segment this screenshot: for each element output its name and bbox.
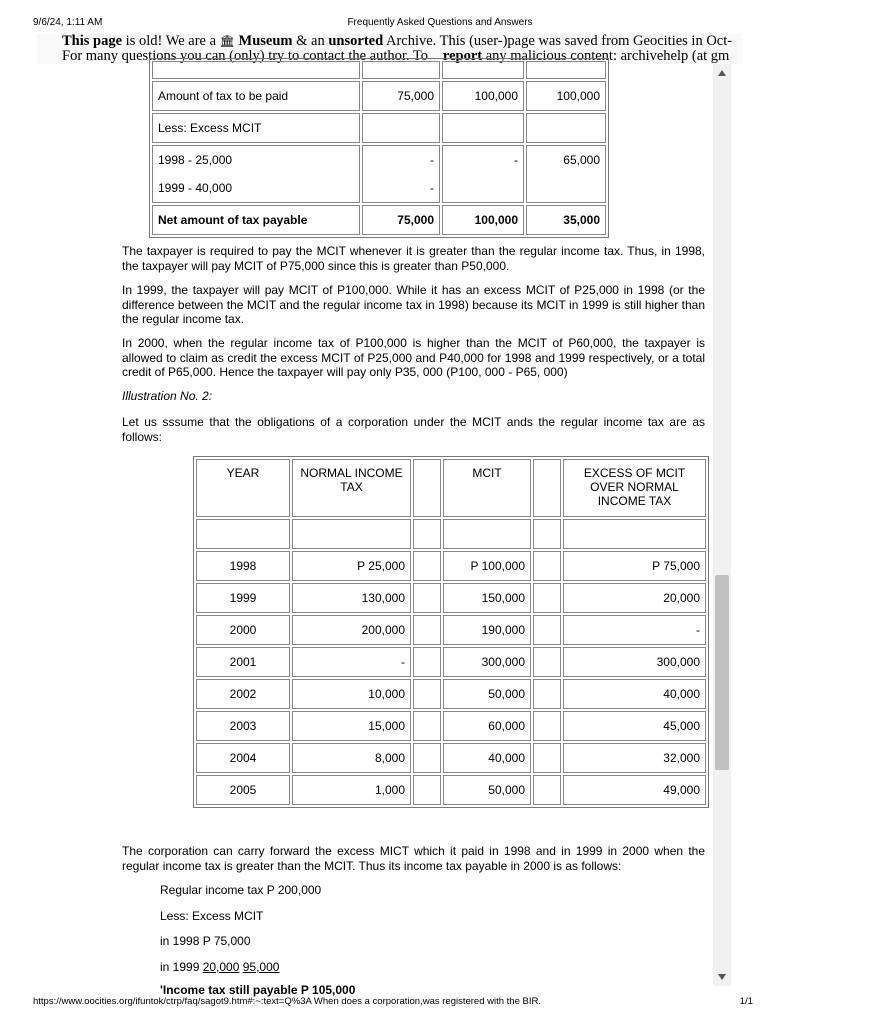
cell-mcit: 60,000 <box>443 711 531 741</box>
computation-value: 20,000 <box>202 960 240 974</box>
cell-normal: 130,000 <box>292 583 411 613</box>
computation-text: in 1999 <box>160 960 203 974</box>
cell-year: 2005 <box>196 775 290 805</box>
header-mcit: MCIT <box>443 459 531 517</box>
footer-url: https://www.oocities.org/ifuntok/ctrp/faq/sagot9.htm#:~:text=Q%3A When does a corporation,was registered with the BIR. <box>33 996 541 1007</box>
table-row <box>196 519 706 549</box>
paragraph: The taxpayer is required to pay the MCIT whenever it is greater than the regular income tax. Thus, in 1998, the taxpayer will pay MCIT of P75,000 since this is greater than P50,000. <box>122 244 705 273</box>
cell: 100,000 <box>442 81 524 111</box>
cell-normal: - <box>292 647 411 677</box>
cell-excess: 40,000 <box>563 679 706 709</box>
cell-normal: 1,000 <box>292 775 411 805</box>
cell-excess: P 75,000 <box>563 551 706 581</box>
scrollbar-thumb[interactable] <box>715 575 729 770</box>
banner-text: For many questions you can (only) try to contact the author. To <box>62 48 443 64</box>
cell-excess: 300,000 <box>563 647 706 677</box>
cell <box>442 145 524 203</box>
cell <box>526 113 606 143</box>
cell: 100,000 <box>526 81 606 111</box>
banner-text: any malicious content: archivehelp (at gm <box>482 48 730 64</box>
mcit-table <box>193 456 709 808</box>
page-content <box>37 64 713 997</box>
table-row <box>196 679 706 709</box>
cell-normal: P 25,000 <box>292 551 411 581</box>
cell-normal: 10,000 <box>292 679 411 709</box>
row-label: Net amount of tax payable <box>152 205 360 235</box>
unsorted-link[interactable]: unsorted <box>328 33 384 49</box>
cell-mcit: P 100,000 <box>443 551 531 581</box>
museum-icon: 🏛 <box>219 34 235 48</box>
vertical-scrollbar[interactable] <box>713 64 731 986</box>
illustration-heading: Illustration No. 2: <box>122 389 213 403</box>
table-header-row <box>196 459 706 517</box>
computation-line <box>160 960 279 974</box>
cell-value: - <box>430 153 434 167</box>
cell-value: - <box>430 181 434 195</box>
cell-year: 2003 <box>196 711 290 741</box>
table-row <box>196 743 706 773</box>
table-row <box>196 711 706 741</box>
cell-mcit: 50,000 <box>443 679 531 709</box>
cell-year: 1999 <box>196 583 290 613</box>
cell-value: - <box>514 153 518 167</box>
cell <box>362 113 440 143</box>
cell-excess: - <box>563 615 706 645</box>
banner-this-page: This page <box>62 33 123 49</box>
cell-year: 2002 <box>196 679 290 709</box>
banner-text: & an <box>292 33 329 49</box>
table-row <box>196 583 706 613</box>
cell: 75,000 <box>362 205 440 235</box>
table-row <box>152 81 606 111</box>
paragraph: The corporation can carry forward the excess MICT which it paid in 1998 and in 1999 in 2000 when the regular income tax is greater than the MCIT. Thus its income tax payable in 2000 is as follows: <box>122 844 705 873</box>
table-row <box>196 551 706 581</box>
cell-year: 2004 <box>196 743 290 773</box>
print-title: Frequently Asked Questions and Answers <box>347 17 533 28</box>
print-date: 9/6/24, 1:11 AM <box>33 17 103 28</box>
cell-mcit: 50,000 <box>443 775 531 805</box>
header-year: YEAR <box>196 459 290 517</box>
table-row <box>152 61 606 79</box>
cell-value: 65,000 <box>563 153 600 167</box>
table-row <box>152 145 606 203</box>
tax-table-1 <box>149 58 609 238</box>
cell-normal: 15,000 <box>292 711 411 741</box>
cell <box>442 113 524 143</box>
cell <box>526 145 606 203</box>
table-row <box>152 205 606 235</box>
print-header <box>0 17 768 31</box>
scroll-up-icon[interactable] <box>718 70 726 76</box>
header-excess: EXCESS OF MCIT OVER NORMAL INCOME TAX <box>563 459 706 517</box>
computation-line: in 1998 P 75,000 <box>160 934 251 948</box>
table-row <box>196 647 706 677</box>
report-link[interactable]: report <box>442 48 483 64</box>
cell-year: 2001 <box>196 647 290 677</box>
cell-mcit: 150,000 <box>443 583 531 613</box>
cell-excess: 20,000 <box>563 583 706 613</box>
cell-mcit: 40,000 <box>443 743 531 773</box>
computation-line: Less: Excess MCIT <box>160 909 264 923</box>
paragraph: In 1999, the taxpayer will pay MCIT of P100,000. While it has an excess MCIT of P25,000 in 1998 (or the difference between the MCIT and the regular income tax in 1998) because its MCIT in 1999 is still higher than the regular income tax. <box>122 283 705 326</box>
row-label: Less: Excess MCIT <box>152 113 360 143</box>
row-label-1999: 1999 - 40,000 <box>158 181 233 195</box>
row-label-1998: 1998 - 25,000 <box>158 153 233 167</box>
banner-text: is old! We are a <box>122 33 220 49</box>
museum-link[interactable]: Museum <box>238 33 293 49</box>
header-normal: NORMAL INCOME TAX <box>292 459 411 517</box>
cell-normal: 8,000 <box>292 743 411 773</box>
cell <box>362 145 440 203</box>
table-row <box>196 615 706 645</box>
paragraph: Let us sssume that the obligations of a corporation under the MCIT ands the regular income tax are as follows: <box>122 415 705 444</box>
page-number: 1/1 <box>739 996 753 1007</box>
cell-mcit: 300,000 <box>443 647 531 677</box>
row-label: Amount of tax to be paid <box>152 81 360 111</box>
computation-value: 95,000 <box>242 960 280 974</box>
cell-year: 2000 <box>196 615 290 645</box>
cell-excess: 32,000 <box>563 743 706 773</box>
cell: 35,000 <box>526 205 606 235</box>
cell-year: 1998 <box>196 551 290 581</box>
computation-line: Regular income tax P 200,000 <box>160 883 322 897</box>
scroll-down-icon[interactable] <box>718 974 726 980</box>
cell-mcit: 190,000 <box>443 615 531 645</box>
computation-line: 'Income tax still payable P 105,000 <box>160 983 356 997</box>
table-row <box>196 775 706 805</box>
cell-normal: 200,000 <box>292 615 411 645</box>
print-footer <box>33 996 753 1007</box>
cell: 75,000 <box>362 81 440 111</box>
row-label <box>152 145 360 203</box>
paragraph: In 2000, when the regular income tax of P100,000 is higher than the MCIT of P60,000, the taxpayer is allowed to claim as credit the excess MCIT of P25,000 and P40,000 for 1998 and 1999 respectively, or a total credit of P65,000. Hence the taxpayer will pay only P35, 000 (P100, 000 - P65, 000) <box>122 336 705 379</box>
cell-excess: 45,000 <box>563 711 706 741</box>
table-row <box>152 113 606 143</box>
cell: 100,000 <box>442 205 524 235</box>
cell-excess: 49,000 <box>563 775 706 805</box>
banner-text: Archive. This (user-)page was saved from Geocities in Oct- <box>383 33 733 49</box>
